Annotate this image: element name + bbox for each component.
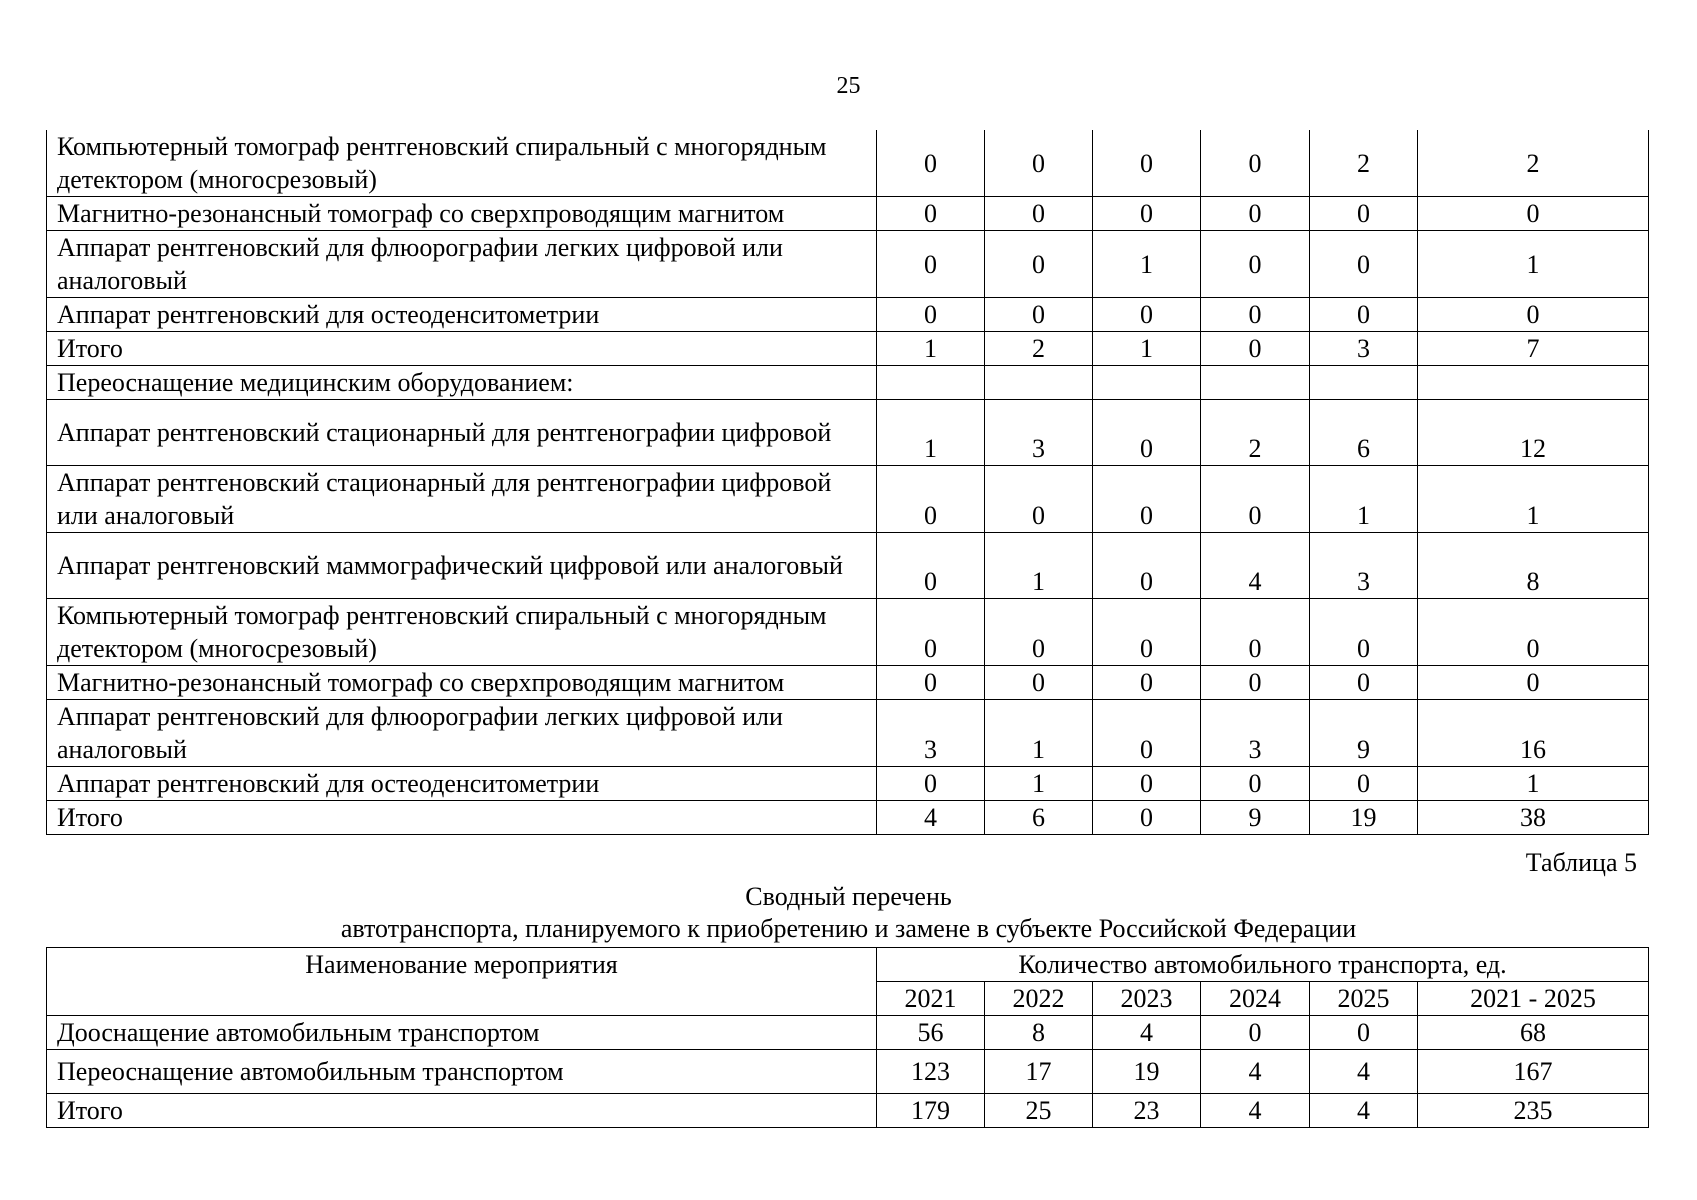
row-name-cell: Переоснащение автомобильным транспортом bbox=[47, 1050, 877, 1094]
value-cell: 0 bbox=[1201, 332, 1310, 366]
value-cell bbox=[877, 366, 985, 400]
value-cell: 68 bbox=[1418, 1016, 1649, 1050]
value-cell: 23 bbox=[1093, 1094, 1201, 1128]
row-name-cell: Компьютерный томограф рентгеновский спиральный с многорядным детектором (многосрезовый) bbox=[47, 599, 877, 666]
table-row bbox=[47, 666, 1649, 700]
value-cell: 0 bbox=[1093, 767, 1201, 801]
year-cell: 2025 bbox=[1310, 982, 1418, 1016]
year-cell: 2022 bbox=[985, 982, 1093, 1016]
row-name-cell: Магнитно-резонансный томограф со сверхпроводящим магнитом bbox=[47, 666, 877, 700]
table-row bbox=[47, 231, 1649, 298]
year-cell: 2023 bbox=[1093, 982, 1201, 1016]
value-cell: 0 bbox=[1201, 231, 1310, 298]
row-name-cell: Аппарат рентгеновский маммографический цифровой или аналоговый bbox=[47, 533, 877, 599]
table-row bbox=[47, 1094, 1649, 1128]
value-cell: 0 bbox=[985, 599, 1093, 666]
value-cell: 7 bbox=[1418, 332, 1649, 366]
value-cell: 0 bbox=[1201, 767, 1310, 801]
row-name-cell: Аппарат рентгеновский для остеоденситометрии bbox=[47, 298, 877, 332]
value-cell: 1 bbox=[1418, 466, 1649, 533]
value-cell: 0 bbox=[1310, 231, 1418, 298]
value-cell bbox=[1310, 366, 1418, 400]
value-cell: 8 bbox=[985, 1016, 1093, 1050]
value-cell: 0 bbox=[1093, 130, 1201, 197]
value-cell: 1 bbox=[1093, 332, 1201, 366]
value-cell: 0 bbox=[1093, 700, 1201, 767]
table-row bbox=[47, 366, 1649, 400]
value-cell: 2 bbox=[985, 332, 1093, 366]
value-cell: 1 bbox=[1418, 231, 1649, 298]
value-cell: 0 bbox=[1418, 666, 1649, 700]
value-cell bbox=[1418, 366, 1649, 400]
value-cell: 0 bbox=[985, 666, 1093, 700]
value-cell: 2 bbox=[1418, 130, 1649, 197]
value-cell: 0 bbox=[1093, 298, 1201, 332]
value-cell: 0 bbox=[1201, 197, 1310, 231]
value-cell: 0 bbox=[877, 298, 985, 332]
value-cell: 123 bbox=[877, 1050, 985, 1094]
table-row bbox=[47, 801, 1649, 835]
value-cell: 1 bbox=[985, 767, 1093, 801]
value-cell: 0 bbox=[985, 130, 1093, 197]
value-cell: 19 bbox=[1310, 801, 1418, 835]
row-name-cell: Аппарат рентгеновский стационарный для рентгенографии цифровой bbox=[47, 400, 877, 466]
value-cell: 3 bbox=[1310, 332, 1418, 366]
value-cell: 12 bbox=[1418, 400, 1649, 466]
value-cell: 2 bbox=[1201, 400, 1310, 466]
value-cell: 1 bbox=[985, 700, 1093, 767]
value-cell: 167 bbox=[1418, 1050, 1649, 1094]
value-cell: 25 bbox=[985, 1094, 1093, 1128]
value-cell: 6 bbox=[1310, 400, 1418, 466]
table-row bbox=[47, 400, 1649, 466]
value-cell: 0 bbox=[1201, 666, 1310, 700]
value-cell: 0 bbox=[877, 767, 985, 801]
value-cell: 235 bbox=[1418, 1094, 1649, 1128]
value-cell: 16 bbox=[1418, 700, 1649, 767]
year-cell: 2021 - 2025 bbox=[1418, 982, 1649, 1016]
value-cell: 0 bbox=[877, 231, 985, 298]
value-cell: 0 bbox=[985, 298, 1093, 332]
value-cell: 3 bbox=[1310, 533, 1418, 599]
value-cell: 1 bbox=[1093, 231, 1201, 298]
value-cell: 0 bbox=[1310, 298, 1418, 332]
value-cell: 0 bbox=[877, 130, 985, 197]
value-cell: 3 bbox=[877, 700, 985, 767]
table-row bbox=[47, 767, 1649, 801]
value-cell: 38 bbox=[1418, 801, 1649, 835]
row-name-cell: Итого bbox=[47, 1094, 877, 1128]
table-row bbox=[47, 197, 1649, 231]
table-row bbox=[47, 599, 1649, 666]
value-cell: 4 bbox=[877, 801, 985, 835]
value-cell: 1 bbox=[877, 400, 985, 466]
row-name-cell: Аппарат рентгеновский для флюорографии легких цифровой или аналоговый bbox=[47, 231, 877, 298]
value-cell: 9 bbox=[1310, 700, 1418, 767]
table-caption-subtitle: автотранспорта, планируемого к приобретению и замене в субъекте Российской Федерации bbox=[340, 914, 1357, 943]
equipment-table-body bbox=[47, 130, 1649, 835]
value-cell: 0 bbox=[877, 197, 985, 231]
row-name-cell: Аппарат рентгеновский стационарный для рентгенографии цифровой или аналоговый bbox=[47, 466, 877, 533]
value-cell: 0 bbox=[1201, 1016, 1310, 1050]
value-cell: 0 bbox=[1310, 767, 1418, 801]
value-cell: 17 bbox=[985, 1050, 1093, 1094]
table-row bbox=[47, 700, 1649, 767]
value-cell: 4 bbox=[1201, 533, 1310, 599]
table-row bbox=[47, 1016, 1649, 1050]
value-cell: 1 bbox=[877, 332, 985, 366]
value-cell: 0 bbox=[1310, 599, 1418, 666]
value-cell: 0 bbox=[877, 599, 985, 666]
table-number: Таблица 5 bbox=[1525, 848, 1637, 877]
value-cell: 0 bbox=[1201, 298, 1310, 332]
value-cell: 2 bbox=[1310, 130, 1418, 197]
header-group-cell: Количество автомобильного транспорта, ед. bbox=[877, 948, 1649, 982]
value-cell: 1 bbox=[985, 533, 1093, 599]
row-name-cell: Итого bbox=[47, 332, 877, 366]
value-cell: 0 bbox=[1201, 599, 1310, 666]
value-cell bbox=[1201, 366, 1310, 400]
value-cell: 4 bbox=[1310, 1050, 1418, 1094]
value-cell: 0 bbox=[1093, 400, 1201, 466]
table-row bbox=[47, 1050, 1649, 1094]
row-name-cell: Компьютерный томограф рентгеновский спиральный с многорядным детектором (многосрезовый) bbox=[47, 130, 877, 197]
value-cell: 19 bbox=[1093, 1050, 1201, 1094]
value-cell: 0 bbox=[877, 666, 985, 700]
value-cell: 3 bbox=[985, 400, 1093, 466]
value-cell: 4 bbox=[1201, 1094, 1310, 1128]
value-cell: 0 bbox=[1310, 1016, 1418, 1050]
year-cell: 2024 bbox=[1201, 982, 1310, 1016]
vehicles-table bbox=[46, 947, 1649, 1128]
value-cell: 179 bbox=[877, 1094, 985, 1128]
value-cell: 0 bbox=[1093, 197, 1201, 231]
table-row bbox=[47, 130, 1649, 197]
value-cell: 0 bbox=[985, 466, 1093, 533]
header-name-cell: Наименование мероприятия bbox=[47, 948, 877, 1016]
value-cell: 0 bbox=[1418, 298, 1649, 332]
vehicles-header-row bbox=[47, 948, 1649, 982]
value-cell: 0 bbox=[1093, 533, 1201, 599]
value-cell: 0 bbox=[1093, 466, 1201, 533]
year-cell: 2021 bbox=[877, 982, 985, 1016]
value-cell: 3 bbox=[1201, 700, 1310, 767]
value-cell: 0 bbox=[1418, 197, 1649, 231]
value-cell: 0 bbox=[877, 466, 985, 533]
row-name-cell: Итого bbox=[47, 801, 877, 835]
row-name-cell: Аппарат рентгеновский для остеоденситометрии bbox=[47, 767, 877, 801]
value-cell: 4 bbox=[1201, 1050, 1310, 1094]
value-cell: 9 bbox=[1201, 801, 1310, 835]
value-cell: 0 bbox=[1093, 599, 1201, 666]
value-cell bbox=[985, 366, 1093, 400]
table-caption-title: Сводный перечень bbox=[745, 882, 952, 911]
table-row bbox=[47, 533, 1649, 599]
value-cell: 4 bbox=[1093, 1016, 1201, 1050]
value-cell bbox=[1093, 366, 1201, 400]
equipment-table bbox=[46, 130, 1649, 835]
table-row bbox=[47, 298, 1649, 332]
table-row bbox=[47, 332, 1649, 366]
value-cell: 1 bbox=[1310, 466, 1418, 533]
value-cell: 0 bbox=[1310, 666, 1418, 700]
row-name-cell: Магнитно-резонансный томограф со сверхпроводящим магнитом bbox=[47, 197, 877, 231]
value-cell: 0 bbox=[985, 197, 1093, 231]
value-cell: 0 bbox=[1418, 599, 1649, 666]
value-cell: 0 bbox=[1201, 130, 1310, 197]
value-cell: 6 bbox=[985, 801, 1093, 835]
value-cell: 1 bbox=[1418, 767, 1649, 801]
page-number: 25 bbox=[836, 73, 861, 99]
value-cell: 8 bbox=[1418, 533, 1649, 599]
value-cell: 0 bbox=[985, 231, 1093, 298]
row-name-cell: Аппарат рентгеновский для флюорографии легких цифровой или аналоговый bbox=[47, 700, 877, 767]
row-name-cell: Дооснащение автомобильным транспортом bbox=[47, 1016, 877, 1050]
value-cell: 0 bbox=[1093, 801, 1201, 835]
value-cell: 4 bbox=[1310, 1094, 1418, 1128]
value-cell: 0 bbox=[877, 533, 985, 599]
value-cell: 0 bbox=[1201, 466, 1310, 533]
vehicles-table-body bbox=[47, 1016, 1649, 1128]
row-name-cell: Переоснащение медицинским оборудованием: bbox=[47, 366, 877, 400]
value-cell: 0 bbox=[1093, 666, 1201, 700]
value-cell: 56 bbox=[877, 1016, 985, 1050]
value-cell: 0 bbox=[1310, 197, 1418, 231]
table-row bbox=[47, 466, 1649, 533]
